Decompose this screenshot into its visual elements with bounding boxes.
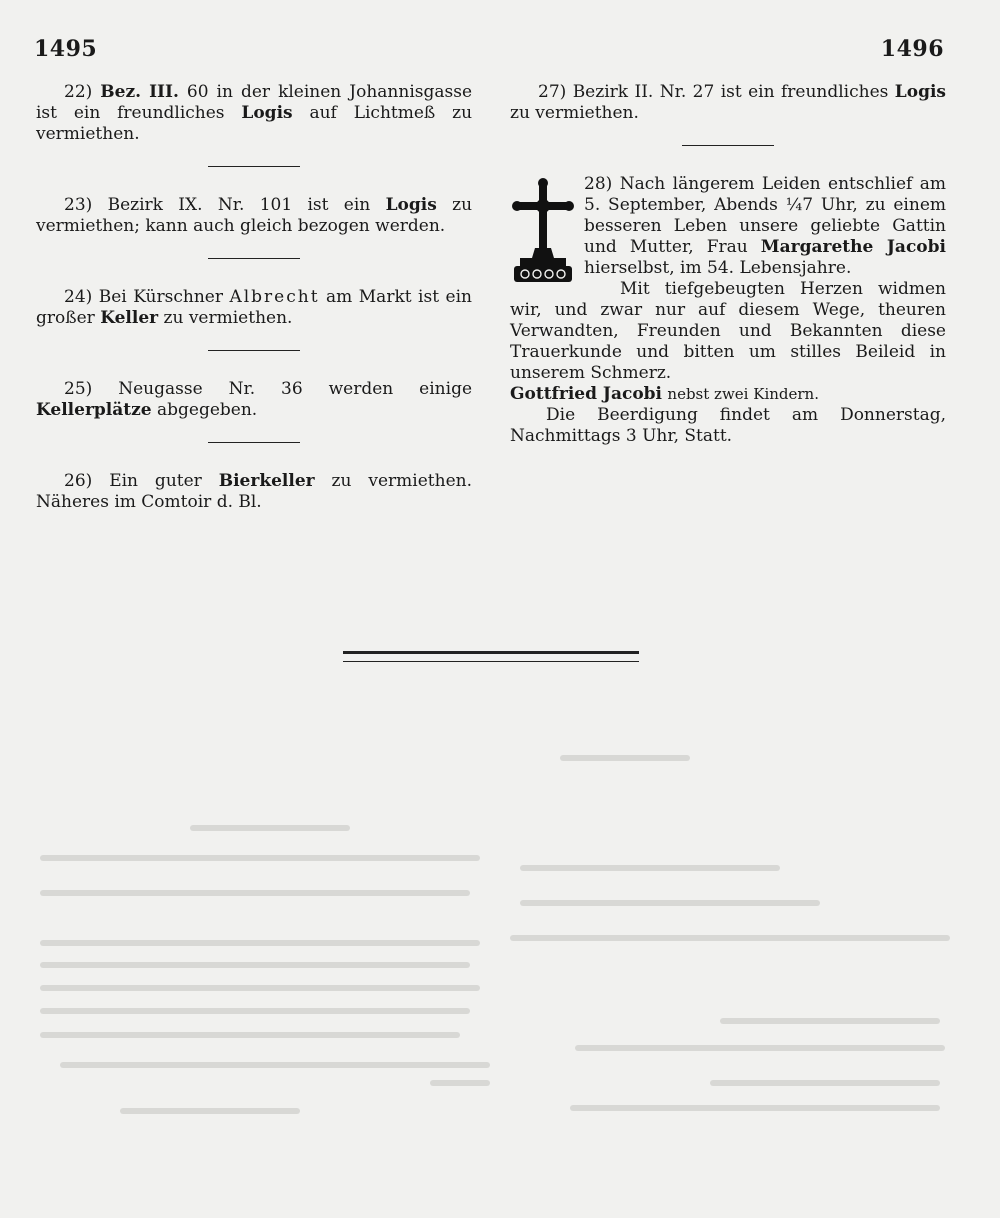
ad-text: am Markt ist ein großer [36,287,472,328]
classified-ad-24 [36,287,472,329]
ad-text: Bei Kürschner [98,287,223,307]
ad-keyword: Logis [241,103,293,123]
ad-text: zu vermiethen. Näheres im Comtoir d. Bl. [36,471,472,512]
ad-keyword: Keller [100,308,159,328]
ad-text: zu vermiethen. [163,308,293,328]
divider [208,258,300,259]
ad-number: 23) [64,195,93,215]
funeral-notice: Die Beerdigung findet am Donnerstag, Nachmittags 3 Uhr, Statt. [510,405,946,446]
ad-number: 28) [584,174,613,194]
ad-text: Neugasse Nr. 36 werden einige [118,379,473,399]
left-column [36,82,472,513]
classified-ad-26 [36,471,472,513]
obituary-text: Nach längerem Leiden entschlief am 5. September, Abends ¼7 Uhr, zu einem besseren Leben unsere geliebte Gattin und Mutter, Frau [584,174,947,257]
ad-text: abgegeben. [157,400,258,420]
ad-number: 25) [64,379,93,399]
bleed-through-texture [0,700,1000,1218]
divider [682,145,774,146]
ad-keyword: Logis [894,82,947,102]
ad-number: 24) [64,287,93,307]
obituary-text: hierselbst, im 54. Lebensjahre. [584,258,852,278]
page-number-left: 1495 [34,36,98,62]
ad-text: zu vermiethen. [510,103,639,123]
obituary-notice [510,174,946,447]
ad-keyword: Logis [385,195,437,215]
ad-text: Bez. [100,82,142,102]
section-end-double-rule [343,651,639,662]
ad-district: III. [149,82,179,102]
ad-name: Albrecht [229,287,320,307]
ad-text: zu vermiethen; kann auch gleich bezogen werden. [36,195,473,236]
classified-ad-22 [36,82,472,145]
ad-text: Bezirk IX. Nr. 101 ist ein [107,195,371,215]
ad-text: 60 in der kleinen Johannisgasse ist ein freundliches [36,82,473,123]
classified-ad-27 [510,82,946,124]
ad-number: 27) [538,82,567,102]
ad-keyword: Bierkeller [218,471,315,491]
ad-keyword: Kellerplätze [36,400,152,420]
classified-ad-23 [36,195,472,237]
divider [208,350,300,351]
ad-number: 22) [64,82,93,102]
right-column [510,82,946,447]
signature-suffix: nebst zwei Kindern. [667,385,819,403]
page-number-right: 1496 [880,36,944,62]
deceased-name: Margarethe Jacobi [760,237,946,257]
ad-number: 26) [64,471,93,491]
obituary-message: Mit tiefgebeugten Herzen widmen wir, und zwar nur auf diesem Wege, theuren Verwandten, Freunden und Bekannten diese Trauerkunde und bitten um stilles Beileid in unserem Schmerz. [510,279,946,383]
cross-icon [510,176,576,288]
obituary-signature [510,384,946,405]
ad-text: Bezirk II. Nr. 27 ist ein freundliches [572,82,889,102]
ad-text: Ein guter [109,471,202,491]
divider [208,166,300,167]
ad-text: auf Lichtmeß zu vermiethen. [36,103,473,144]
signatory-name: Gottfried Jacobi [510,384,663,404]
classified-ad-25 [36,379,472,421]
divider [208,442,300,443]
